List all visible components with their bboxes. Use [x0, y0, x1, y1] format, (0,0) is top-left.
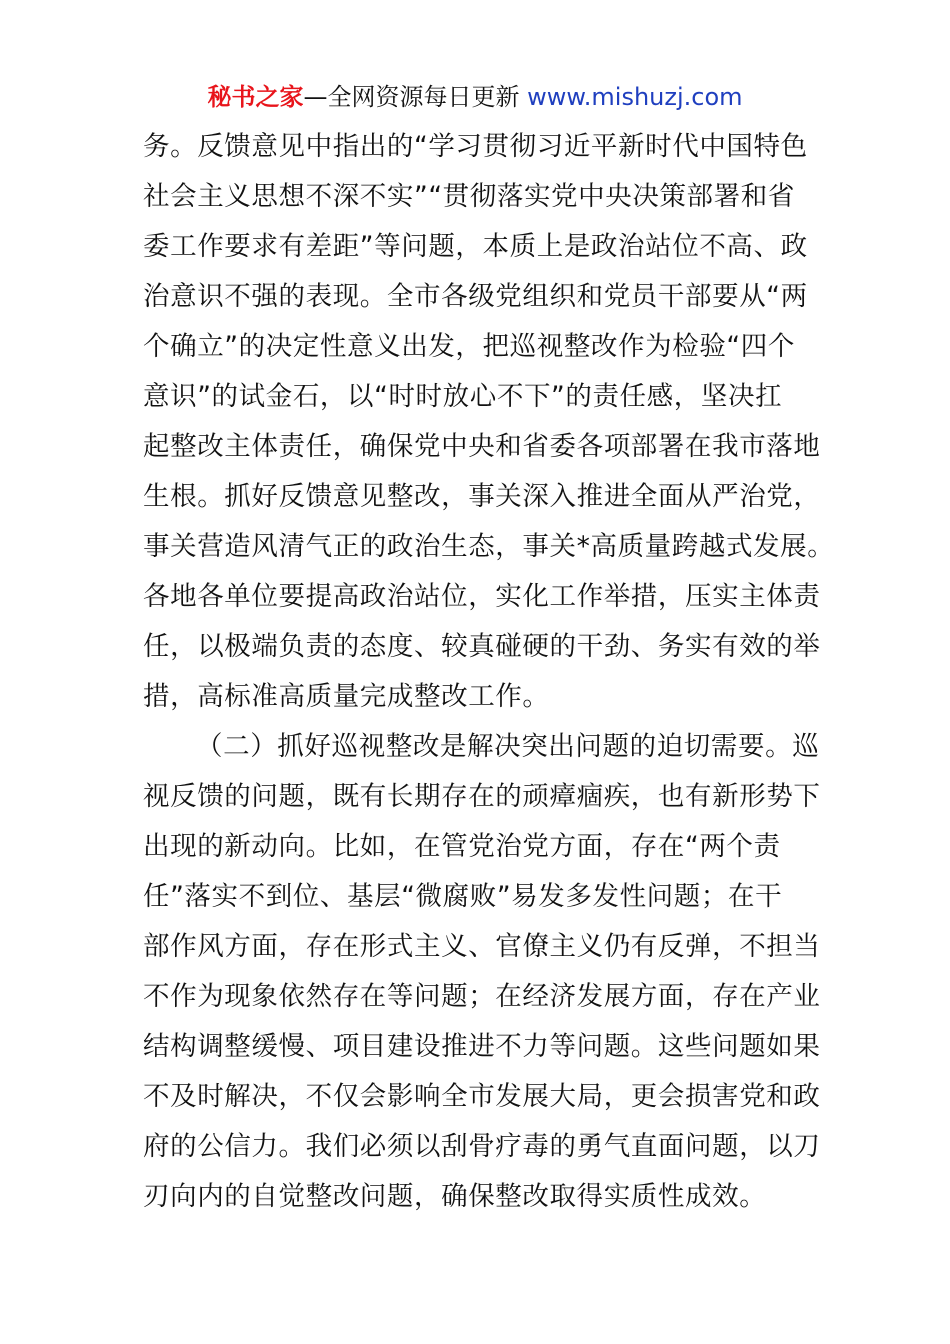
site-url-link[interactable]: www.mishuzj.com [527, 83, 743, 111]
text-line: 意识”的试金石，以“时时放心不下”的责任感，坚决扛 [143, 381, 783, 412]
text-line: 任”落实不到位、基层“微腐败”易发多发性问题；在干 [143, 881, 783, 912]
text-line: 务。反馈意见中指出的“学习贯彻习近平新时代中国特色 [143, 131, 808, 162]
text-line: 事关营造风清气正的政治生态，事关*高质量跨越式发展。 [143, 531, 835, 562]
document-body [143, 122, 835, 1222]
text-line: 治意识不强的表现。全市各级党组织和党员干部要从“两 [143, 281, 808, 312]
text-line: 生根。抓好反馈意见整改，事关深入推进全面从严治党， [143, 481, 821, 512]
text-line: 个确立”的决定性意义出发，把巡视整改作为检验“四个 [143, 331, 795, 362]
text-line: 部作风方面，存在形式主义、官僚主义仍有反弹，不担当 [143, 931, 821, 962]
text-line: 刃向内的自觉整改问题，确保整改取得实质性成效。 [143, 1181, 767, 1212]
text-line: 委工作要求有差距”等问题，本质上是政治站位不高、政 [143, 231, 808, 262]
text-line: 出现的新动向。比如，在管党治党方面，存在“两个责 [143, 831, 781, 862]
text-line: 措，高标准高质量完成整改工作。 [143, 681, 550, 712]
text-line: 视反馈的问题，既有长期存在的顽瘴痼疾，也有新形势下 [143, 781, 821, 812]
paragraph-start-line: （二）抓好巡视整改是解决突出问题的迫切需要。巡 [196, 731, 820, 762]
text-line: 不及时解决，不仅会影响全市发展大局，更会损害党和政 [143, 1081, 821, 1112]
text-line: 任，以极端负责的态度、较真碰硬的干劲、务实有效的举 [143, 631, 821, 662]
text-line: 不作为现象依然存在等问题；在经济发展方面，存在产业 [143, 981, 821, 1012]
site-tagline: —全网资源每日更新 [303, 83, 528, 111]
text-line: 社会主义思想不深不实”“贯彻落实党中央决策部署和省 [143, 181, 795, 212]
site-brand: 秘书之家 [207, 83, 304, 111]
text-line: 各地各单位要提高政治站位，实化工作举措，压实主体责 [143, 581, 821, 612]
text-line: 结构调整缓慢、项目建设推进不力等问题。这些问题如果 [143, 1031, 821, 1062]
text-line: 起整改主体责任，确保党中央和省委各项部署在我市落地 [143, 431, 821, 462]
site-header [0, 80, 950, 114]
text-line: 府的公信力。我们必须以刮骨疗毒的勇气直面问题，以刀 [143, 1131, 821, 1162]
